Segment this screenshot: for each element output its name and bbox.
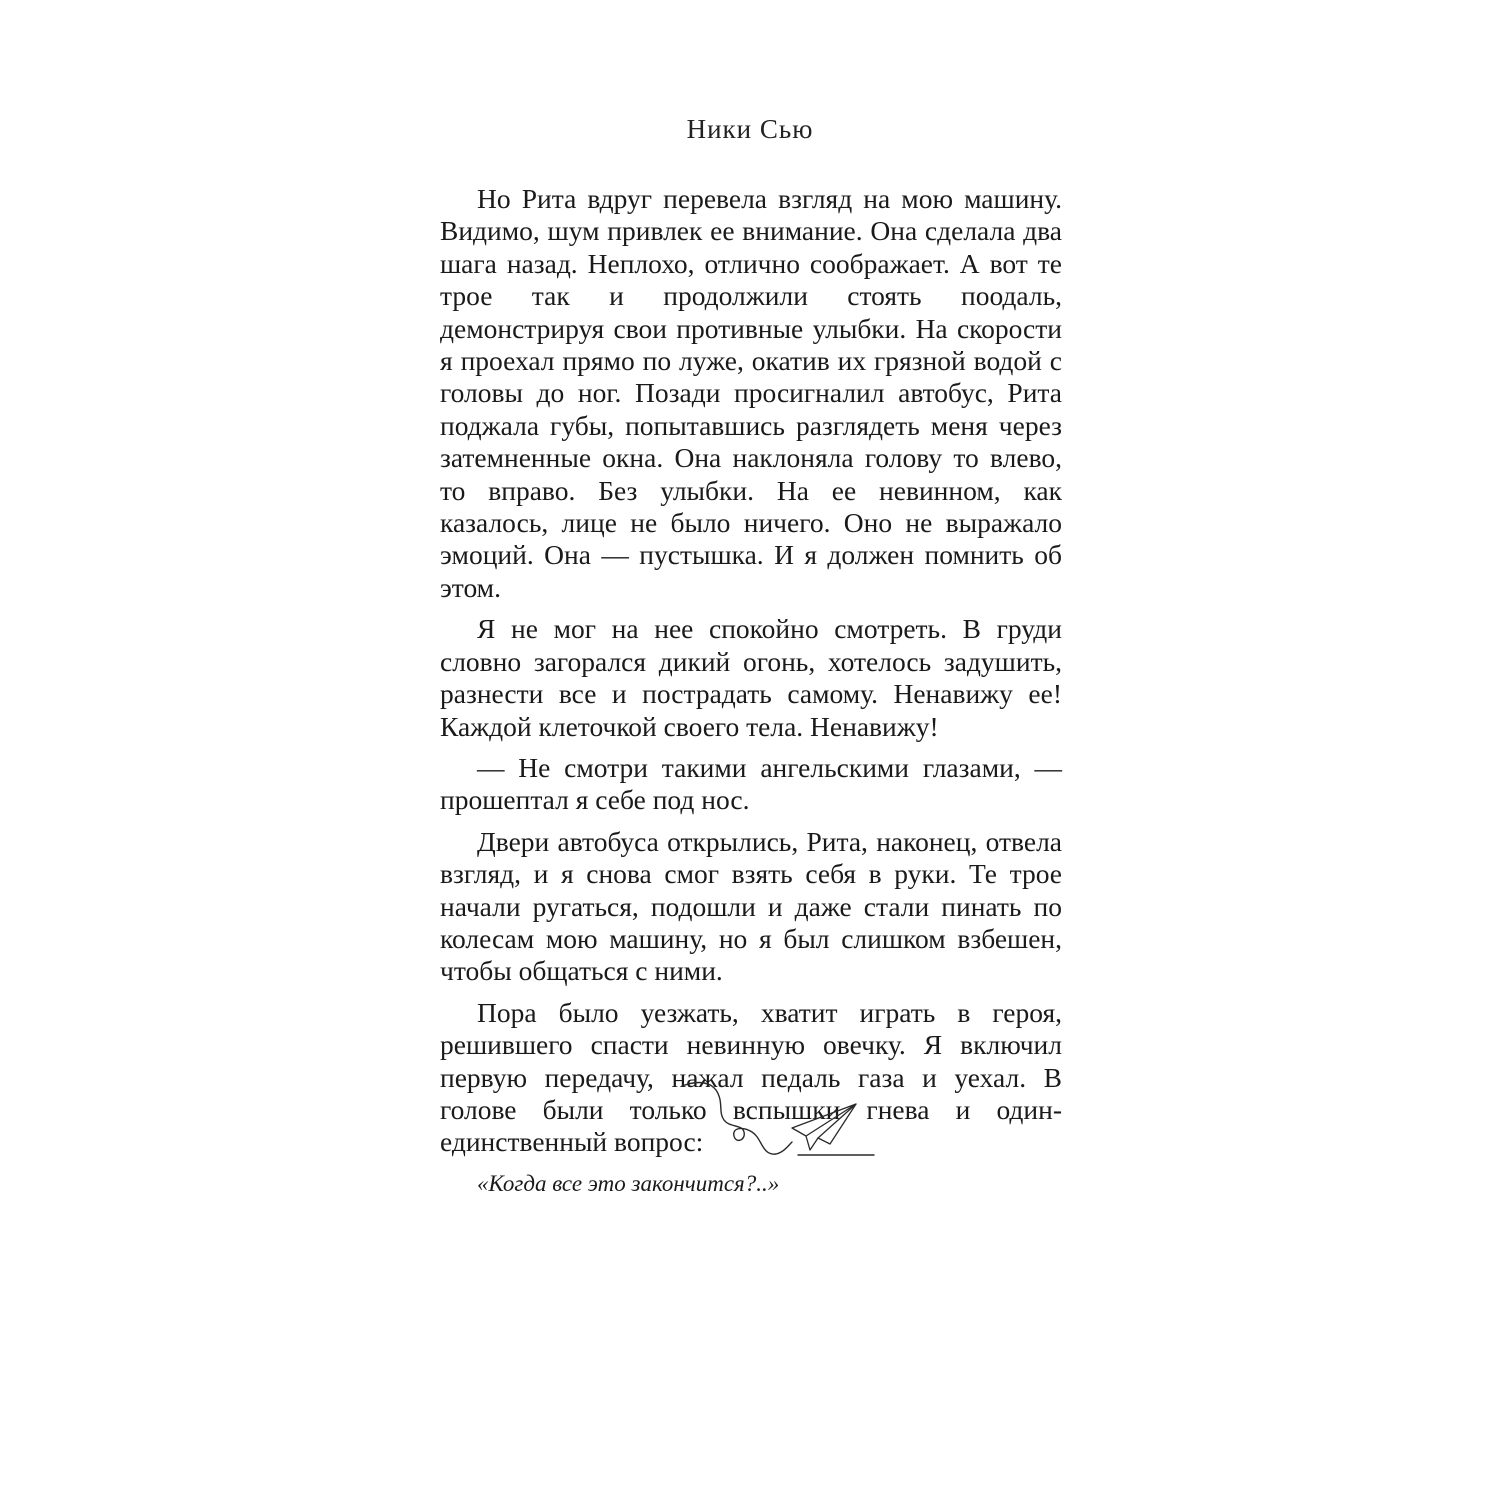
paragraph: Я не мог на нее спокойно смотреть. В груди словно загорался дикий огонь, хотелось задушить, разнести все и пострадать самому. Ненавижу ее! Каждой клеточкой своего тела. Ненавижу! [440, 613, 1062, 742]
paper-plane-doodle-icon [680, 1080, 880, 1165]
paragraph: Но Рита вдруг перевела взгляд на мою машину. Видимо, шум привлек ее внимание. Она сделала два шага назад. Неплохо, отлично соображает. А вот те трое так и продолжили стоять поодаль, демонстрируя свои противные улыбки. На скорости я проехал прямо по луже, окатив их грязной водой с головы до ног. Позади просигналил автобус, Рита поджала губы, попытавшись разглядеть меня через затемненные окна. Она наклоняла голову то влево, то вправо. Без улыбки. На ее невинном, как казалось, лице не было ничего. Оно не выражало эмоций. Она — пустышка. И я должен помнить об этом. [440, 183, 1062, 603]
paragraph: Пора было уезжать, хватит играть в героя, решившего спасти невинную овечку. Я включил первую передачу, нажал педаль газа и уехал. В голове были только вспышки гнева и один-единственный вопрос: [440, 996, 1062, 1158]
running-head-author: Ники Сью [686, 114, 814, 144]
paragraph: Двери автобуса открылись, Рита, наконец, отвела взгляд, и я снова смог взять себя в руки. Те трое начали ругаться, подошли и даже стали пинать по колесам мою машину, но я был слишком взбешен, чтобы общаться с ними. [440, 825, 1062, 987]
italic-thought: «Когда все это закончится?..» [477, 1170, 780, 1196]
dialogue-line: — Не смотри такими ангельскими глазами, — прошептал я себе под нос. [440, 751, 1062, 816]
body-text [440, 183, 1062, 1209]
